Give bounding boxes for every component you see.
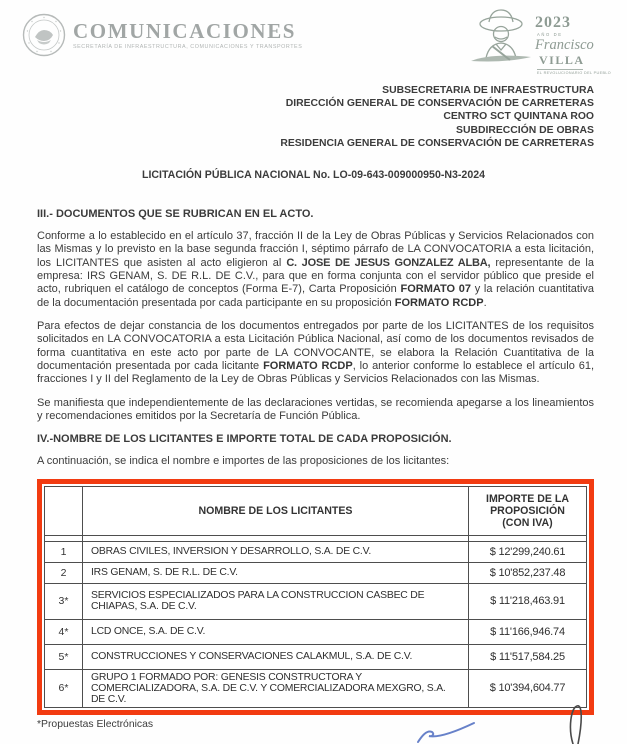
row-number: 4* xyxy=(45,619,83,644)
year-emblem xyxy=(468,6,614,75)
row-number: 3* xyxy=(45,583,83,619)
emblem-pre: AÑO DE xyxy=(537,32,563,37)
emblem-divider xyxy=(537,69,583,70)
office-line: DIRECCIÓN GENERAL DE CONSERVACIÓN DE CARRETERAS xyxy=(285,98,594,110)
row-number: 6* xyxy=(45,669,83,707)
bid-amount: $ 12'299,240.61 xyxy=(469,541,587,562)
row-number: 1 xyxy=(45,541,83,562)
document-body xyxy=(37,208,594,730)
table-row xyxy=(45,541,587,562)
bidder-name: IRS GENAM, S. DE R.L. DE C.V. xyxy=(83,562,469,583)
table-row xyxy=(45,583,587,619)
table-row xyxy=(45,619,587,644)
bidder-name: GRUPO 1 FORMADO POR: GENESIS CONSTRUCTORA Y COMERCIALIZADORA, S.A. DE C.V. Y COMERCIALIZADORA MEXGRO, S.A. DE C.V. xyxy=(83,669,469,707)
bid-amount: $ 11'517,584.25 xyxy=(469,644,587,669)
table-row xyxy=(45,644,587,669)
formato-rcdp-ref: FORMATO RCDP xyxy=(394,296,484,309)
table-header-row xyxy=(45,486,587,535)
red-annotation-box xyxy=(37,479,594,715)
bid-amount: $ 10'852,237.48 xyxy=(469,562,587,583)
formato-rcdp-ref: FORMATO RCDP xyxy=(263,360,353,373)
header-amount: IMPORTE DE LA PROPOSICIÓN (CON IVA) xyxy=(469,486,587,535)
header-number xyxy=(45,486,83,535)
table-row xyxy=(45,562,587,583)
bidders-table xyxy=(44,486,587,708)
section-3-title: III.- DOCUMENTOS QUE SE RUBRICAN EN EL ACTO. xyxy=(37,208,314,220)
paragraph-2: Para efectos de dejar constancia de los documentos entregados por parte de los LICITANTES de los requisitos solicitados en LA CONVOCATORIA a esta Licitación Pública Nacional, así como de los documentos revisados de forma cuantitativa en este acto por parte de LA CONVOCANTE, se elabora la Relación Cuantitativa de la documentación presentada por cada licitante FORMATO RCDP, lo anterior conforme lo establece el artículo 61, fracciones I y II del Reglamento de la Ley de Obras Públicas y Servicios Relacionados con las Mismas. xyxy=(37,320,595,386)
row-number: 2 xyxy=(45,562,83,583)
emblem-name-line1: Francisco xyxy=(535,37,594,54)
paragraph-3: Se manifiesta que independientemente de las declaraciones vertidas, se recomienda apegarse a los lineamientos y recomendaciones emitidos por la Secretaría de Función Pública. xyxy=(37,396,594,423)
header-name: NOMBRE DE LOS LICITANTES xyxy=(83,486,469,535)
bidder-name: LCD ONCE, S.A. DE C.V. xyxy=(83,619,469,644)
bid-amount: $ 10'394,604.77 xyxy=(469,669,587,707)
logo-title: COMUNICACIONES xyxy=(73,19,297,43)
row-number: 5* xyxy=(45,644,83,669)
bidder-name: CONSTRUCCIONES Y CONSERVACIONES CALAKMUL, S.A. DE C.V. xyxy=(83,644,469,669)
bidder-name: OBRAS CIVILES, INVERSION Y DESARROLLO, S.A. DE C.V. xyxy=(83,541,469,562)
office-line: SUBSECRETARIA DE INFRAESTRUCTURA xyxy=(382,85,594,96)
header-logo xyxy=(22,13,302,57)
logo-subtitle: SECRETARÍA DE INFRAESTRUCTURA, COMUNICACIONES Y TRANSPORTES xyxy=(73,44,303,50)
emblem-name-line2: VILLA xyxy=(539,52,585,67)
office-address-block xyxy=(280,84,594,150)
representative-name: C. JOSE DE JESUS GONZALEZ ALBA, xyxy=(286,256,491,269)
wordmark xyxy=(73,20,302,50)
francisco-villa-icon xyxy=(468,6,534,68)
office-line: RESIDENCIA GENERAL DE CONSERVACIÓN DE CARRETERAS xyxy=(280,137,594,149)
section-4-title: IV.-NOMBRE DE LOS LICITANTES E IMPORTE TOTAL DE CADA PROPOSICIÓN. xyxy=(37,433,452,446)
year-emblem-text xyxy=(535,15,611,75)
electronic-proposals-footnote: *Propuestas Electrónicas xyxy=(37,718,154,730)
formato-07-ref: FORMATO 07 xyxy=(400,283,471,296)
mexico-seal-icon xyxy=(22,13,66,57)
emblem-year: 2023 xyxy=(535,14,571,31)
table-intro: A continuación, se indica el nombre e importes de las proposiciones de los licitantes: xyxy=(37,455,450,468)
bidder-name: SERVICIOS ESPECIALIZADOS PARA LA CONSTRUCCION CASBEC DE CHIAPAS, S.A. DE C.V. xyxy=(83,583,469,619)
table-row xyxy=(45,669,587,707)
office-line: CENTRO SCT QUINTANA ROO xyxy=(443,111,594,123)
paragraph-1: Conforme a lo establecido en el artículo 37, fracción II de la Ley de Obras Públicas y Servicios Relacionados con las Mismas y lo previsto en la base segunda fracción I, séptimo párrafo de LA CONVOCATORIA a esta licitación, los LICITANTES que asisten al acto eligieron al C. JOSE DE JESUS GONZALEZ ALBA, representante de la empresa: IRS GENAM, S. DE R.L. DE C.V., para que en forma conjunta con el servidor público que preside el acto, rubriquen el catálogo de conceptos (Forma E-7), Carta Proposición FORMATO 07 y la relación cuantitativa de la documentación presentada por cada participante en su proposición FORMATO RCDP. xyxy=(37,230,595,309)
emblem-tagline: EL REVOLUCIONARIO DEL PUEBLO xyxy=(537,70,612,75)
bid-amount: $ 11'218,463.91 xyxy=(469,583,587,619)
office-line: SUBDIRECCIÓN DE OBRAS xyxy=(456,124,594,136)
bid-amount: $ 11'166,946.74 xyxy=(469,619,587,644)
tender-number-title: LICITACIÓN PÚBLICA NACIONAL No. LO-09-643-009000950-N3-2024 xyxy=(141,169,485,181)
